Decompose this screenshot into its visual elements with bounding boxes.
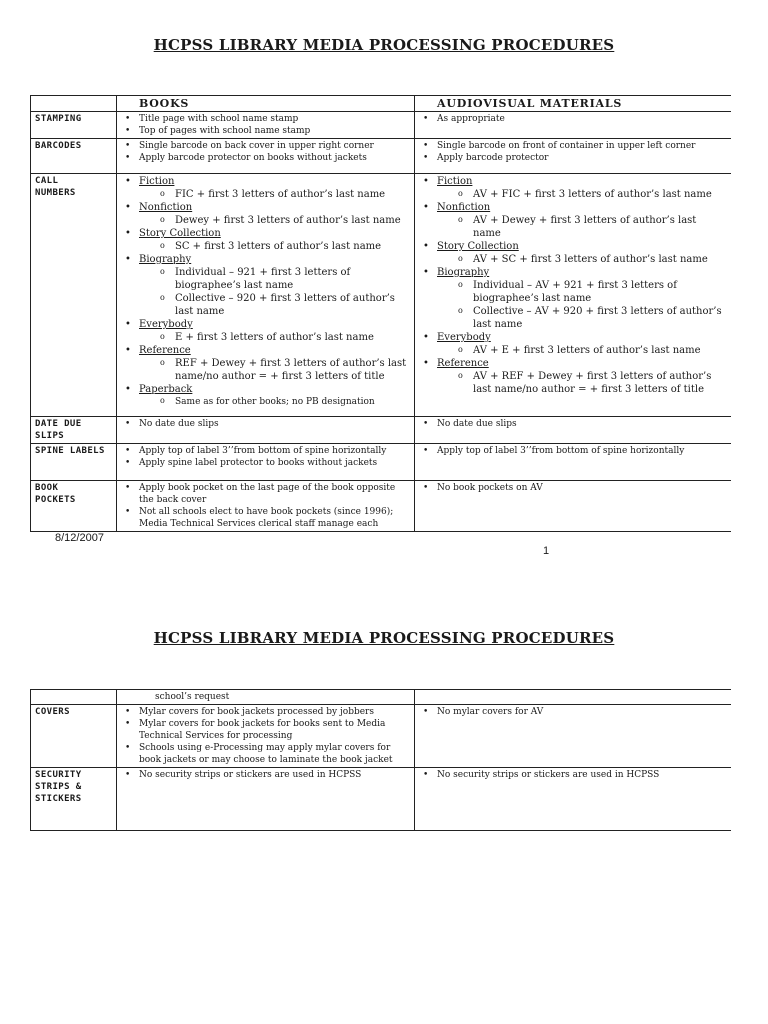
list-item [121, 383, 410, 408]
date-due-av-cell [415, 417, 731, 444]
list-item: • Apply spine label protector to books without jackets [121, 457, 410, 469]
row-label-security [31, 768, 117, 831]
row-label-line: STICKERS [35, 794, 82, 804]
security-books-cell [117, 768, 415, 831]
list-item: • Apply book pocket on the last page of the book opposite the back cover [121, 482, 410, 506]
column-header-av: AUDIOVISUAL MATERIALS [415, 96, 731, 112]
list-item [419, 240, 727, 266]
list-item [419, 201, 727, 240]
spine-labels-av-cell [415, 444, 731, 481]
category-everybody: Everybody [437, 332, 491, 343]
list-item: • Mylar covers for book jackets processed by jobbers [121, 706, 410, 718]
list-item [121, 175, 410, 201]
row-label-line: SECURITY [35, 770, 82, 780]
list-item: • Apply top of label 3’’from bottom of spine horizontally [419, 445, 727, 457]
sub-item: o REF + Dewey + first 3 letters of author’s last name/no author = + first 3 letters of title [139, 357, 410, 383]
category-story-collection: Story Collection [437, 241, 519, 252]
sub-item: o Same as for other books; no PB designation [139, 396, 410, 408]
spine-labels-books-cell [117, 444, 415, 481]
row-label-line: STRIPS & [35, 782, 82, 792]
list-item: • No date due slips [419, 418, 727, 430]
category-nonfiction: Nonfiction [139, 202, 193, 213]
date-due-books-cell [117, 417, 415, 444]
page-title: HCPSS LIBRARY MEDIA PROCESSING PROCEDURES [153, 36, 615, 54]
row-label-line: POCKETS [35, 495, 76, 505]
row-label-line: NUMBERS [35, 188, 76, 198]
page-number: 1 [543, 545, 550, 557]
list-item: • No date due slips [121, 418, 410, 430]
list-item: • Single barcode on front of container in upper left corner [419, 140, 727, 152]
category-reference: Reference [139, 345, 191, 356]
sub-item: o E + first 3 letters of author’s last name [139, 331, 410, 344]
stamping-av-cell [415, 112, 731, 139]
book-pockets-books-cell [117, 481, 415, 532]
sub-item: o Individual – AV + 921 + first 3 letters of biographee’s last name [437, 279, 727, 305]
barcodes-av-cell [415, 139, 731, 174]
table-row-book-pockets [31, 481, 731, 532]
list-item [121, 227, 410, 253]
table-row-barcodes [31, 139, 731, 174]
table-row-spine-labels [31, 444, 731, 481]
call-numbers-books-cell [117, 174, 415, 417]
column-header-books: BOOKS [117, 96, 415, 112]
security-av-cell [415, 768, 731, 831]
list-item: • As appropriate [419, 113, 727, 125]
list-item [121, 253, 410, 318]
row-label-line: BOOK [35, 483, 59, 493]
row-label-book-pockets [31, 481, 117, 532]
list-item [419, 357, 727, 396]
list-item: • Single barcode on back cover in upper right corner [121, 140, 410, 152]
corner-cell [31, 96, 117, 112]
call-numbers-av-cell [415, 174, 731, 417]
table-header-row [31, 96, 731, 112]
list-item: • Top of pages with school name stamp [121, 125, 410, 137]
list-item: • No book pockets on AV [419, 482, 727, 494]
sub-item: o AV + SC + first 3 letters of author’s last name [437, 253, 727, 266]
list-item: • Apply barcode protector [419, 152, 727, 164]
category-biography: Biography [139, 254, 192, 265]
sub-item: o Dewey + first 3 letters of author’s last name [139, 214, 410, 227]
list-item [419, 331, 727, 357]
category-fiction: Fiction [139, 176, 175, 187]
category-story-collection: Story Collection [139, 228, 221, 239]
list-item: • No mylar covers for AV [419, 706, 727, 718]
category-nonfiction: Nonfiction [437, 202, 491, 213]
continued-av-cell [415, 690, 731, 705]
sub-item: o Collective – 920 + first 3 letters of author’s last name [139, 292, 410, 318]
page-title: HCPSS LIBRARY MEDIA PROCESSING PROCEDURES [153, 629, 615, 647]
empty-label-cell [31, 690, 117, 705]
barcodes-books-cell [117, 139, 415, 174]
continued-books-cell: school’s request [117, 690, 415, 705]
list-item: • Mylar covers for book jackets for books sent to Media Technical Services for processing [121, 718, 410, 742]
table-row-date-due [31, 417, 731, 444]
row-label-covers: COVERS [31, 705, 117, 768]
list-item [121, 201, 410, 227]
category-biography: Biography [437, 267, 490, 278]
category-everybody: Everybody [139, 319, 193, 330]
row-label-line: DATE DUE [35, 419, 82, 429]
table-row-continued [31, 690, 731, 705]
list-item: • Apply top of label 3’’from bottom of spine horizontally [121, 445, 410, 457]
table-row-security [31, 768, 731, 831]
row-label-stamping: STAMPING [31, 112, 117, 139]
procedures-table-continued [30, 689, 731, 831]
row-label-line: CALL [35, 176, 59, 186]
list-item: • No security strips or stickers are used in HCPSS [121, 769, 410, 781]
table-row-call-numbers [31, 174, 731, 417]
table-row-covers [31, 705, 731, 768]
stamping-books-cell [117, 112, 415, 139]
list-item: • Apply barcode protector on books without jackets [121, 152, 410, 164]
list-item: • Not all schools elect to have book pockets (since 1996); Media Technical Services clerical staff manage each [121, 506, 410, 530]
sub-item: o AV + Dewey + first 3 letters of author’s last name [437, 214, 727, 240]
list-item [419, 266, 727, 331]
sub-item: o AV + E + first 3 letters of author’s last name [437, 344, 727, 357]
sub-item: o Individual – 921 + first 3 letters of biographee’s last name [139, 266, 410, 292]
covers-books-cell [117, 705, 415, 768]
table-row-stamping [31, 112, 731, 139]
procedures-table [30, 95, 731, 532]
category-paperback: Paperback [139, 384, 193, 395]
book-pockets-av-cell [415, 481, 731, 532]
list-item: • Schools using e-Processing may apply mylar covers for book jackets or may choose to laminate the book jacket [121, 742, 410, 766]
category-fiction: Fiction [437, 176, 473, 187]
sub-item: o SC + first 3 letters of author’s last name [139, 240, 410, 253]
row-label-spine-labels: SPINE LABELS [31, 444, 117, 481]
row-label-date-due [31, 417, 117, 444]
list-item [419, 175, 727, 201]
list-item: • Title page with school name stamp [121, 113, 410, 125]
list-item [121, 318, 410, 344]
row-label-barcodes: BARCODES [31, 139, 117, 174]
list-item: • No security strips or stickers are used in HCPSS [419, 769, 727, 781]
sub-item: o Collective – AV + 920 + first 3 letters of author’s last name [437, 305, 727, 331]
row-label-call-numbers [31, 174, 117, 417]
sub-item: o AV + FIC + first 3 letters of author’s last name [437, 188, 727, 201]
footer-date: 8/12/2007 [55, 532, 104, 544]
category-reference: Reference [437, 358, 489, 369]
sub-item: o FIC + first 3 letters of author’s last name [139, 188, 410, 201]
row-label-line: SLIPS [35, 431, 65, 441]
list-item [121, 344, 410, 383]
covers-av-cell [415, 705, 731, 768]
sub-item: o AV + REF + Dewey + first 3 letters of author’s last name/no author = + first 3 letters of title [437, 370, 727, 396]
